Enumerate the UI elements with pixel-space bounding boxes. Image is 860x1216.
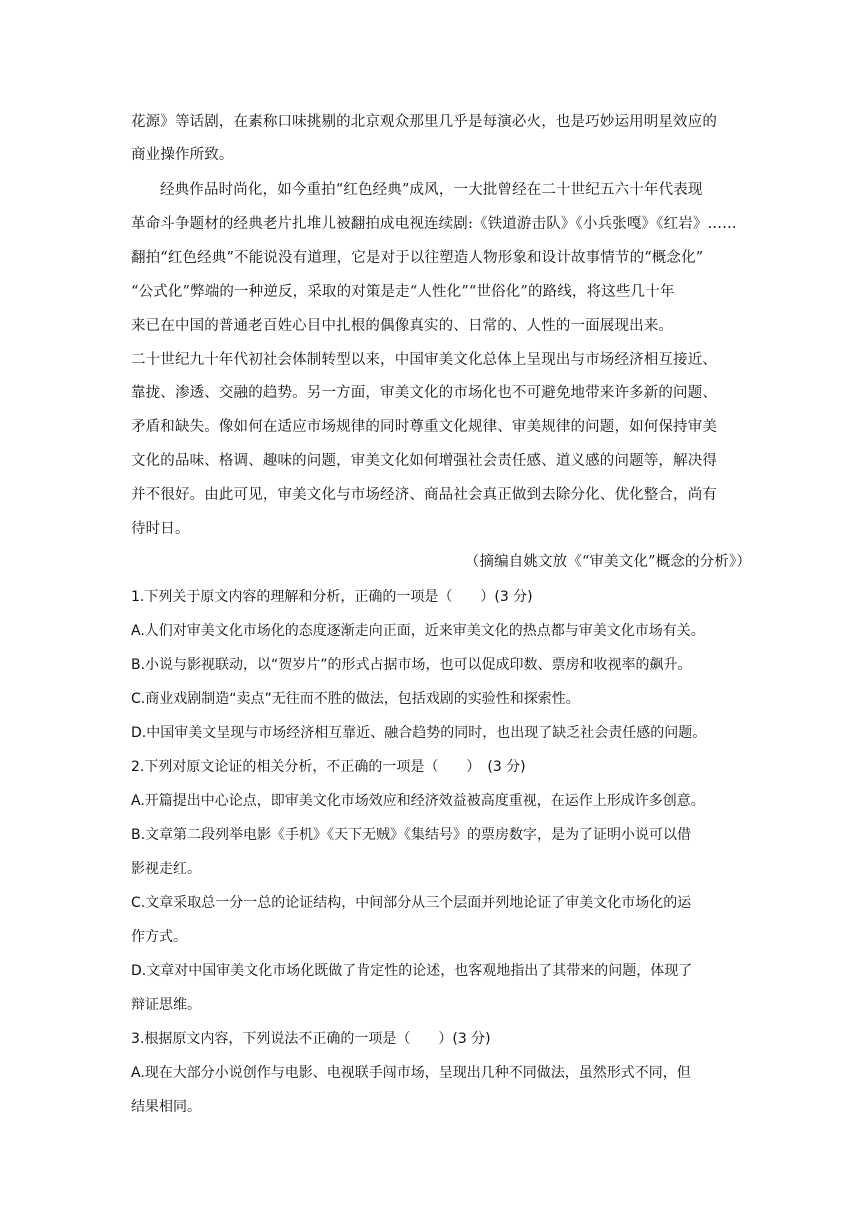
question-stem: 3.根据原文内容，下列说法不正确的一项是（ ）(3 分) — [131, 1031, 491, 1047]
source-attribution: （摘编自姚文放《“审美文化”概念的分析》） — [464, 554, 751, 570]
passage-line: 矛盾和缺失。像如何在适应市场规律的同时尊重文化规律、审美规律的问题，如何保持审美 — [131, 419, 717, 435]
question-stem: 1.下列关于原文内容的理解和分析，正确的一项是（ ）(3 分) — [131, 589, 533, 605]
passage-line: 待时日。 — [131, 521, 190, 537]
passage-line: 经典作品时尚化，如今重拍“红色经典”成风，一大批曾经在二十世纪五六十年代表现 — [160, 182, 703, 198]
passage-line: “公式化”弊端的一种逆反，采取的对策是走“人性化”“世俗化”的路线，将这些几十年 — [131, 284, 675, 300]
passage-line: 靠拢、渗透、交融的趋势。另一方面，审美文化的市场化也不可避免地带来许多新的问题、 — [131, 385, 717, 401]
answer-option: A.人们对审美文化市场化的态度逐渐走向正面，近来审美文化的热点都与审美文化市场有关。 — [131, 623, 705, 639]
passage-line: 花源》等话剧，在素称口味挑剔的北京观众那里几乎是每演必火，也是巧妙运用明星效应的 — [131, 114, 717, 130]
passage-line: 商业操作所致。 — [131, 147, 234, 163]
passage-line: 并不很好。由此可见，审美文化与市场经济、商品社会真正做到去除分化、优化整合，尚有 — [131, 487, 717, 503]
answer-option-continued: 辩证思维。 — [131, 997, 201, 1013]
answer-option: C.商业戏剧制造“卖点”无往而不胜的做法，包括戏剧的实验性和探索性。 — [131, 691, 580, 707]
passage-line: 革命斗争题材的经典老片扎堆儿被翻拍成电视连续剧:《铁道游击队》《小兵张嘎》《红岩》…… — [131, 216, 737, 232]
answer-option: B.小说与影视联动，以“贺岁片”的形式占据市场，也可以促成印数、票房和收视率的飙升。 — [131, 657, 692, 673]
passage-line: 二十世纪九十年代初社会体制转型以来，中国审美文化总体上呈现出与市场经济相互接近、 — [131, 352, 717, 368]
answer-option: A.开篇提出中心论点，即审美文化市场效应和经济效益被高度重视，在运作上形成许多创意。 — [131, 793, 705, 809]
question-stem: 2.下列对原文论证的相关分析，不正确的一项是（ ） (3 分) — [131, 759, 526, 775]
answer-option-continued: 结果相同。 — [131, 1099, 201, 1115]
answer-option: B.文章第二段列举电影《手机》《天下无贼》《集结号》的票房数字，是为了证明小说可以借 — [131, 827, 692, 843]
answer-option: C.文章采取总一分一总的论证结构，中间部分从三个层面并列地论证了审美文化市场化的运 — [131, 895, 692, 911]
answer-option: A.现在大部分小说创作与电影、电视联手闯市场，呈现出几种不同做法，虽然形式不同，但 — [131, 1065, 691, 1081]
passage-line: 来已在中国的普通老百姓心目中扎根的偶像真实的、日常的、人性的一面展现出来。 — [131, 318, 674, 334]
answer-option: D.文章对中国审美文化市场化既做了肯定性的论述，也客观地指出了其带来的问题，体现了 — [131, 963, 693, 979]
passage-line: 翻拍“红色经典”不能说没有道理，它是对于以往塑造人物形象和设计故事情节的“概念化” — [131, 250, 704, 266]
answer-option-continued: 影视走红。 — [131, 861, 201, 877]
passage-line: 文化的品味、格调、趣味的问题，审美文化如何增强社会责任感、道义感的问题等，解决得 — [131, 453, 717, 469]
answer-option-continued: 作方式。 — [131, 929, 187, 945]
answer-option: D.中国审美文呈现与市场经济相互靠近、融合趋势的同时，也出现了缺乏社会责任感的问题。 — [131, 725, 707, 741]
